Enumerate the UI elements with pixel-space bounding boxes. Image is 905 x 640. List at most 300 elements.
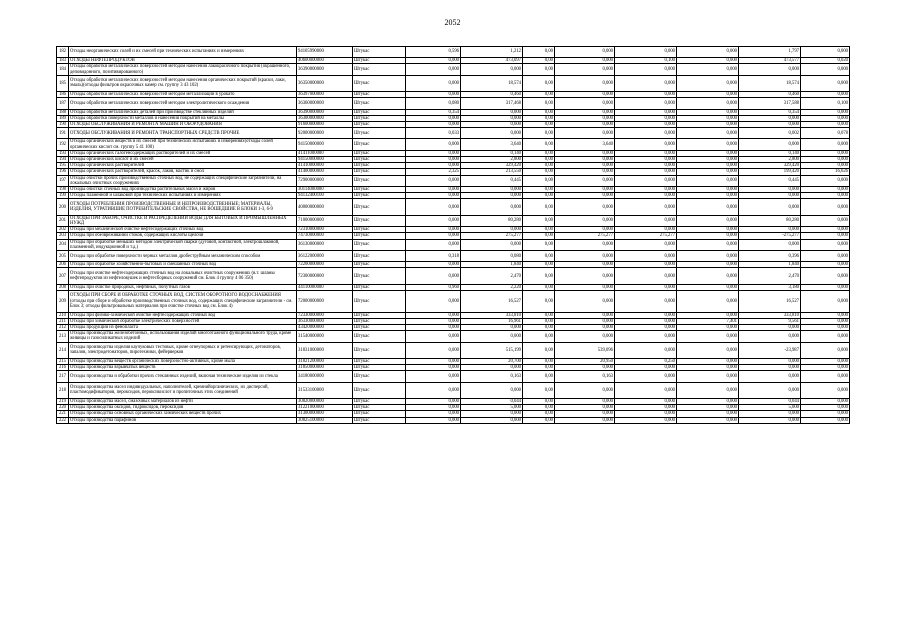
- value-cell: 473,577: [739, 58, 801, 64]
- value-cell: 0,000: [677, 331, 739, 342]
- value-cell: 0,00: [523, 239, 555, 250]
- table-row: [57, 417, 850, 423]
- waste-name: Отходы производства веществ органических поверхностно-активных, кроме мыла: [69, 359, 297, 365]
- value-cell: 0,318: [406, 251, 461, 262]
- value-cell: 317,468: [461, 98, 523, 109]
- waste-code: 36350000000: [297, 75, 353, 91]
- value-cell: 0,00: [523, 342, 555, 358]
- value-cell: 0,000: [615, 411, 677, 417]
- unit: Штукас: [353, 331, 406, 342]
- value-cell: 0,000: [555, 312, 615, 318]
- row-number: 187: [57, 98, 69, 109]
- waste-name: Отходы органических растворителей: [69, 163, 297, 169]
- waste-code: 91600000000: [297, 121, 353, 127]
- value-cell: 0,00: [523, 150, 555, 156]
- row-number: 203: [57, 233, 69, 239]
- waste-name: Отходы пламенной и шлаковой при технических испытаниях и измерениях: [69, 193, 297, 199]
- value-cell: 0,000: [615, 342, 677, 358]
- unit: Штукас: [353, 318, 406, 324]
- value-cell: 0,000: [461, 365, 523, 371]
- value-cell: 9,561: [739, 318, 801, 324]
- value-cell: 0,000: [739, 371, 801, 382]
- value-cell: 0,000: [555, 98, 615, 109]
- value-cell: 0,000: [677, 199, 739, 215]
- row-number: 221: [57, 411, 69, 417]
- value-cell: 0,00: [523, 156, 555, 162]
- value-cell: 0,000: [739, 417, 801, 423]
- value-cell: 0,000: [739, 382, 801, 398]
- unit: Штукас: [353, 128, 406, 139]
- value-cell: 0,000: [615, 175, 677, 186]
- value-cell: 0,00: [523, 291, 555, 313]
- waste-code: 43420000000: [297, 325, 353, 331]
- row-number: 183: [57, 58, 69, 64]
- value-cell: 0,000: [406, 365, 461, 371]
- unit: Штукас: [353, 262, 406, 268]
- row-number: 195: [57, 163, 69, 169]
- value-cell: 0,000: [801, 193, 850, 199]
- unit: Штукас: [353, 251, 406, 262]
- unit: Штукас: [353, 169, 406, 175]
- waste-code: 94132400100: [297, 193, 353, 199]
- waste-name: Отходы производства железобетонных, использования изделий многоэтажного функционального труда, кроме живицы и газосиликатных изделий: [69, 331, 297, 342]
- row-number: 201: [57, 215, 69, 226]
- waste-code: 30825100000: [297, 417, 353, 423]
- row-number: 216: [57, 365, 69, 371]
- row-number: 219: [57, 398, 69, 404]
- waste-code: 36130000000: [297, 239, 353, 250]
- waste-name: Отходы органических веществ и их смесей при технических испытаниях и измерениях(отходы солей органических кислот см. группу 5 41 100): [69, 139, 297, 150]
- value-cell: 20,950: [555, 359, 615, 365]
- value-cell: 2,800: [739, 156, 801, 162]
- value-cell: 0,000: [677, 109, 739, 115]
- row-number: 215: [57, 359, 69, 365]
- waste-name: Отходы очистки сточных вод производства растительных масел и жиров: [69, 187, 297, 193]
- table-row: [57, 215, 850, 226]
- value-cell: 0,000: [406, 193, 461, 199]
- value-cell: 0,000: [801, 227, 850, 233]
- value-cell: 0,000: [677, 359, 739, 365]
- page-number: 2052: [444, 18, 461, 27]
- value-cell: 0,354: [739, 109, 801, 115]
- waste-name: Отходы при обработке хозяйственно-бытовых и смешанных сточных вод: [69, 262, 297, 268]
- value-cell: 0,960: [406, 284, 461, 290]
- value-cell: 0,080: [461, 251, 523, 262]
- value-cell: 0,00: [523, 175, 555, 186]
- value-cell: 3,180: [739, 284, 801, 290]
- value-cell: 473,097: [461, 58, 523, 64]
- value-cell: 0,000: [739, 331, 801, 342]
- waste-code: 30114000000: [297, 187, 353, 193]
- table-row: [57, 371, 850, 382]
- value-cell: 0,000: [615, 291, 677, 313]
- value-cell: 0,000: [677, 262, 739, 268]
- value-cell: 0,000: [615, 156, 677, 162]
- value-cell: 0,000: [677, 115, 739, 121]
- value-cell: 0,000: [406, 115, 461, 121]
- row-number: 222: [57, 417, 69, 423]
- value-cell: 0,000: [801, 121, 850, 127]
- waste-code: 36390000000: [297, 109, 353, 115]
- value-cell: 16,626: [801, 169, 850, 175]
- row-number: 184: [57, 64, 69, 75]
- value-cell: 0,000: [615, 371, 677, 382]
- value-cell: 0,000: [801, 47, 850, 58]
- waste-name: Отходы очистки прочих производственных сточных вод, не содержащих специфические загрязнители, на локальных очистных сооружениях: [69, 175, 297, 186]
- table-row: [57, 139, 850, 150]
- waste-name: Отходы органических кислот и их смесей: [69, 156, 297, 162]
- waste-name: Отходы неорганических солей и их смесей при технических испытаниях и измерениях: [69, 47, 297, 58]
- value-cell: 0,000: [615, 239, 677, 250]
- value-cell: 0,00: [523, 169, 555, 175]
- value-cell: 0,000: [461, 193, 523, 199]
- row-number: 193: [57, 150, 69, 156]
- value-cell: 333,810: [461, 312, 523, 318]
- waste-code: 44110000000: [297, 284, 353, 290]
- value-cell: 0,000: [615, 318, 677, 324]
- value-cell: 0,000: [801, 187, 850, 193]
- waste-name: Отходы производства масел, смазочных материалов из нефти: [69, 398, 297, 404]
- unit: Штукас: [353, 98, 406, 109]
- value-cell: 0,000: [677, 365, 739, 371]
- waste-code: 41400000000: [297, 169, 353, 175]
- waste-name: ОТХОДЫ ПРИ ЗАБОРЕ, ОЧИСТКЕ И РАСПРЕДЕЛЕНИИ ВОДЫ ДЛЯ БЫТОВЫХ И ПРОМЫШЛЕННЫХ НУЖД: [69, 215, 297, 226]
- value-cell: 0,000: [461, 325, 523, 331]
- waste-name: Отходы производства и обработки прочих стеклянных изделий, включая технические изделия из стекла: [69, 371, 297, 382]
- value-cell: 0,00: [523, 411, 555, 417]
- value-cell: 0,000: [555, 262, 615, 268]
- row-number: 214: [57, 342, 69, 358]
- unit: Штукас: [353, 187, 406, 193]
- table-row: [57, 227, 850, 233]
- value-cell: 0,000: [555, 121, 615, 127]
- value-cell: 0,000: [406, 291, 461, 313]
- value-cell: 0,000: [555, 318, 615, 324]
- value-cell: 0,000: [677, 284, 739, 290]
- value-cell: 80,280: [461, 215, 523, 226]
- waste-code: 94150000000: [297, 139, 353, 150]
- value-cell: 0,000: [739, 365, 801, 371]
- value-cell: 5,000: [739, 405, 801, 411]
- row-number: 207: [57, 268, 69, 284]
- value-cell: 0,000: [555, 268, 615, 284]
- value-cell: 0,000: [406, 342, 461, 358]
- waste-name: Отходы при физико-химической очистке нефтесодержащих сточных вод: [69, 312, 297, 318]
- waste-name: ОТХОДЫ ОБСЛУЖИВАНИЯ И РЕМОНТА ТРАНСПОРТНЫХ СРЕДСТВ ПРОЧИЕ: [69, 128, 297, 139]
- value-cell: 0,000: [615, 128, 677, 139]
- unit: Штукас: [353, 411, 406, 417]
- value-cell: 0,000: [801, 175, 850, 186]
- waste-code: 36300000000: [297, 115, 353, 121]
- waste-code: 94105990000: [297, 47, 353, 58]
- value-cell: 0,460: [461, 92, 523, 98]
- value-cell: 0,000: [739, 239, 801, 250]
- value-cell: 0,000: [677, 64, 739, 75]
- waste-code: 31821200000: [297, 359, 353, 365]
- value-cell: 0,000: [555, 382, 615, 398]
- value-cell: 0,00: [523, 98, 555, 109]
- value-cell: 0,000: [555, 150, 615, 156]
- value-cell: 0,00: [523, 405, 555, 411]
- table-row: [57, 98, 850, 109]
- row-number: 197: [57, 175, 69, 186]
- value-cell: 0,00: [523, 382, 555, 398]
- value-cell: 0,000: [801, 75, 850, 91]
- value-cell: 0,000: [801, 417, 850, 423]
- value-cell: 333,810: [739, 312, 801, 318]
- value-cell: 0,000: [555, 175, 615, 186]
- value-cell: 0,000: [406, 331, 461, 342]
- value-cell: 0,000: [406, 312, 461, 318]
- table-row: [57, 251, 850, 262]
- value-cell: 275,277: [461, 233, 523, 239]
- value-cell: 0,000: [801, 64, 850, 75]
- waste-code: 94150000000: [297, 156, 353, 162]
- value-cell: 0,000: [461, 187, 523, 193]
- value-cell: 0,000: [406, 371, 461, 382]
- value-cell: 0,00: [523, 268, 555, 284]
- value-cell: 0,000: [801, 150, 850, 156]
- value-cell: 329,420: [461, 163, 523, 169]
- value-cell: 0,000: [555, 115, 615, 121]
- row-number: 190: [57, 121, 69, 127]
- value-cell: 0,000: [555, 109, 615, 115]
- value-cell: 0,000: [677, 139, 739, 150]
- table-row: [57, 109, 850, 115]
- value-cell: 0,000: [615, 405, 677, 411]
- value-cell: 0,000: [615, 64, 677, 75]
- table-row: [57, 64, 850, 75]
- waste-code: 40600000000: [297, 58, 353, 64]
- value-cell: 0,00: [523, 262, 555, 268]
- value-cell: 0,00: [523, 193, 555, 199]
- value-cell: 0,000: [406, 163, 461, 169]
- waste-code: 31831000000: [297, 342, 353, 358]
- table-row: [57, 318, 850, 324]
- value-cell: 0,000: [615, 365, 677, 371]
- value-cell: 0,000: [801, 325, 850, 331]
- value-cell: 0,000: [406, 227, 461, 233]
- unit: Штукас: [353, 139, 406, 150]
- value-cell: 0,000: [555, 156, 615, 162]
- value-cell: 0,00: [523, 109, 555, 115]
- value-cell: 0,000: [555, 92, 615, 98]
- value-cell: 0,000: [677, 98, 739, 109]
- value-cell: 0,000: [801, 156, 850, 162]
- table-row: [57, 359, 850, 365]
- unit: Штукас: [353, 193, 406, 199]
- row-number: 220: [57, 405, 69, 411]
- value-cell: 0,00: [523, 325, 555, 331]
- value-cell: 0,000: [461, 331, 523, 342]
- value-cell: 0,000: [677, 405, 739, 411]
- value-cell: 0,00: [523, 233, 555, 239]
- value-cell: 0,000: [677, 169, 739, 175]
- value-cell: 0,163: [555, 371, 615, 382]
- waste-code: 72300000000: [297, 268, 353, 284]
- value-cell: 0,000: [406, 268, 461, 284]
- waste-code: 31300000000: [297, 411, 353, 417]
- value-cell: 20,700: [461, 359, 523, 365]
- value-cell: 0,000: [555, 239, 615, 250]
- value-cell: 0,000: [615, 109, 677, 115]
- value-cell: 0,00: [523, 75, 555, 91]
- value-cell: 0,000: [461, 411, 523, 417]
- waste-code: 36397000000: [297, 92, 353, 98]
- value-cell: 0,000: [615, 284, 677, 290]
- value-cell: 0,00: [523, 284, 555, 290]
- unit: Штукас: [353, 58, 406, 64]
- row-number: 206: [57, 262, 69, 268]
- unit: Штукас: [353, 227, 406, 233]
- waste-name: Отходы при очистке природных, нефтяных, попутных газов: [69, 284, 297, 290]
- value-cell: 80,280: [739, 215, 801, 226]
- value-cell: 0,354: [406, 109, 461, 115]
- waste-code: 72310000000: [297, 227, 353, 233]
- waste-code: 71000000000: [297, 215, 353, 226]
- waste-code: 72900000000: [297, 175, 353, 186]
- value-cell: 0,000: [555, 58, 615, 64]
- value-cell: 0,000: [615, 163, 677, 169]
- value-cell: 0,596: [406, 47, 461, 58]
- table-row: [57, 175, 850, 186]
- value-cell: 0,000: [801, 163, 850, 169]
- waste-code: 36360000000: [297, 98, 353, 109]
- value-cell: 0,600: [739, 121, 801, 127]
- value-cell: 0,000: [801, 291, 850, 313]
- value-cell: 0,000: [615, 75, 677, 91]
- value-cell: 0,000: [406, 262, 461, 268]
- value-cell: 0,000: [801, 139, 850, 150]
- value-cell: 0,000: [406, 58, 461, 64]
- waste-name: Отходы обработки металлических поверхностей методом электролитического осаждения: [69, 98, 297, 109]
- waste-code: 40000000000: [297, 199, 353, 215]
- unit: Штукас: [353, 156, 406, 162]
- row-number: 196: [57, 169, 69, 175]
- waste-code: 72000000000: [297, 291, 353, 313]
- unit: Штукас: [353, 312, 406, 318]
- table-row: [57, 239, 850, 250]
- value-cell: 0,000: [406, 359, 461, 365]
- value-cell: 0,000: [615, 150, 677, 156]
- unit: Штукас: [353, 175, 406, 186]
- value-cell: 0,000: [461, 115, 523, 121]
- table-row: [57, 128, 850, 139]
- value-cell: 213,550: [461, 169, 523, 175]
- value-cell: 0,000: [615, 398, 677, 404]
- waste-name: Отходы обработки металлических поверхностей методом нанесения лакокрасочного покрытия (окрашенного, деповидонного, позитивированного): [69, 64, 297, 75]
- waste-name: Отходы при химической обработке электрических поверхностей: [69, 318, 297, 324]
- table-row: [57, 233, 850, 239]
- value-cell: 0,000: [739, 139, 801, 150]
- value-cell: 0,000: [801, 268, 850, 284]
- value-cell: 0,000: [801, 199, 850, 215]
- value-cell: 0,00: [523, 359, 555, 365]
- waste-name: Отходы производства изделия каучуковых тестовых, кроме огнеупорных и ретенсирующих, детонаторов, запалов, электродетонаторов, пиротехники, фейерверков: [69, 342, 297, 358]
- value-cell: 0,000: [555, 75, 615, 91]
- value-cell: 3,640: [555, 139, 615, 150]
- value-cell: 0,600: [461, 121, 523, 127]
- row-number: 210: [57, 312, 69, 318]
- value-cell: 0,000: [461, 199, 523, 215]
- waste-code: 31221000000: [297, 405, 353, 411]
- value-cell: 0,000: [555, 331, 615, 342]
- value-cell: 0,000: [406, 75, 461, 91]
- unit: Штукас: [353, 150, 406, 156]
- value-cell: 0,044: [461, 398, 523, 404]
- row-number: 213: [57, 331, 69, 342]
- waste-name: Отходы органических галогенсодержащих растворителей и их смесей: [69, 150, 297, 156]
- value-cell: 0,000: [801, 371, 850, 382]
- value-cell: 0,000: [801, 331, 850, 342]
- waste-code: 72330000000: [297, 312, 353, 318]
- value-cell: 0,000: [739, 227, 801, 233]
- value-cell: 0,000: [406, 239, 461, 250]
- table-row: [57, 193, 850, 199]
- value-cell: 18,574: [461, 75, 523, 91]
- unit: Штукас: [353, 75, 406, 91]
- value-cell: 0,000: [677, 187, 739, 193]
- unit: Штукас: [353, 417, 406, 423]
- value-cell: 0,000: [801, 318, 850, 324]
- row-number: 218: [57, 382, 69, 398]
- value-cell: 0,000: [461, 109, 523, 115]
- table-row: [57, 268, 850, 284]
- table-row: [57, 169, 850, 175]
- unit: Штукас: [353, 47, 406, 58]
- value-cell: 16,961: [461, 318, 523, 324]
- value-cell: 0,000: [677, 398, 739, 404]
- value-cell: 16,527: [461, 291, 523, 313]
- table-row: [57, 199, 850, 215]
- value-cell: 0,000: [555, 365, 615, 371]
- waste-name: Отходы производства оксидов, гидроксидов, пероксидов: [69, 405, 297, 411]
- waste-name: Отходы обработки металлических поверхностей методом нанесения органических покрытий (краски, лаки, эмаль)(отходы фильтров окрасочных камер см. группу 3 43 102): [69, 75, 297, 91]
- table-row: [57, 187, 850, 193]
- value-cell: 515,199: [461, 342, 523, 358]
- table-row: [57, 398, 850, 404]
- waste-code: 31540000000: [297, 331, 353, 342]
- unit: Штукас: [353, 121, 406, 127]
- value-cell: 0,000: [801, 382, 850, 398]
- value-cell: 0,000: [677, 47, 739, 58]
- row-number: 211: [57, 318, 69, 324]
- waste-name: Отходы обработки металлических поверхностей методом металлизации в урокато: [69, 92, 297, 98]
- value-cell: 0,000: [677, 312, 739, 318]
- unit: Штукас: [353, 163, 406, 169]
- value-cell: 0,000: [615, 382, 677, 398]
- value-cell: 0,000: [615, 139, 677, 150]
- unit: Штукас: [353, 382, 406, 398]
- value-cell: 0,000: [406, 382, 461, 398]
- table-row: [57, 150, 850, 156]
- value-cell: 0,000: [677, 382, 739, 398]
- waste-name: Отходы при обезвреживании стоков, содержащих кислоты щелочи: [69, 233, 297, 239]
- value-cell: 0,00: [523, 251, 555, 262]
- value-cell: 0,000: [801, 92, 850, 98]
- value-cell: 1,840: [461, 262, 523, 268]
- row-number: 192: [57, 139, 69, 150]
- value-cell: 0,00: [523, 398, 555, 404]
- unit: Штукас: [353, 398, 406, 404]
- waste-name: Отходы при обработке меньших методом электрической сварки (дуговой, контактной, электрошлаковой, плазменной, индукционной и т.д.): [69, 239, 297, 250]
- value-cell: 0,000: [406, 233, 461, 239]
- row-number: 217: [57, 371, 69, 382]
- value-cell: 0,00: [523, 187, 555, 193]
- waste-table: [56, 46, 850, 424]
- value-cell: 0,000: [555, 325, 615, 331]
- value-cell: 0,00: [523, 115, 555, 121]
